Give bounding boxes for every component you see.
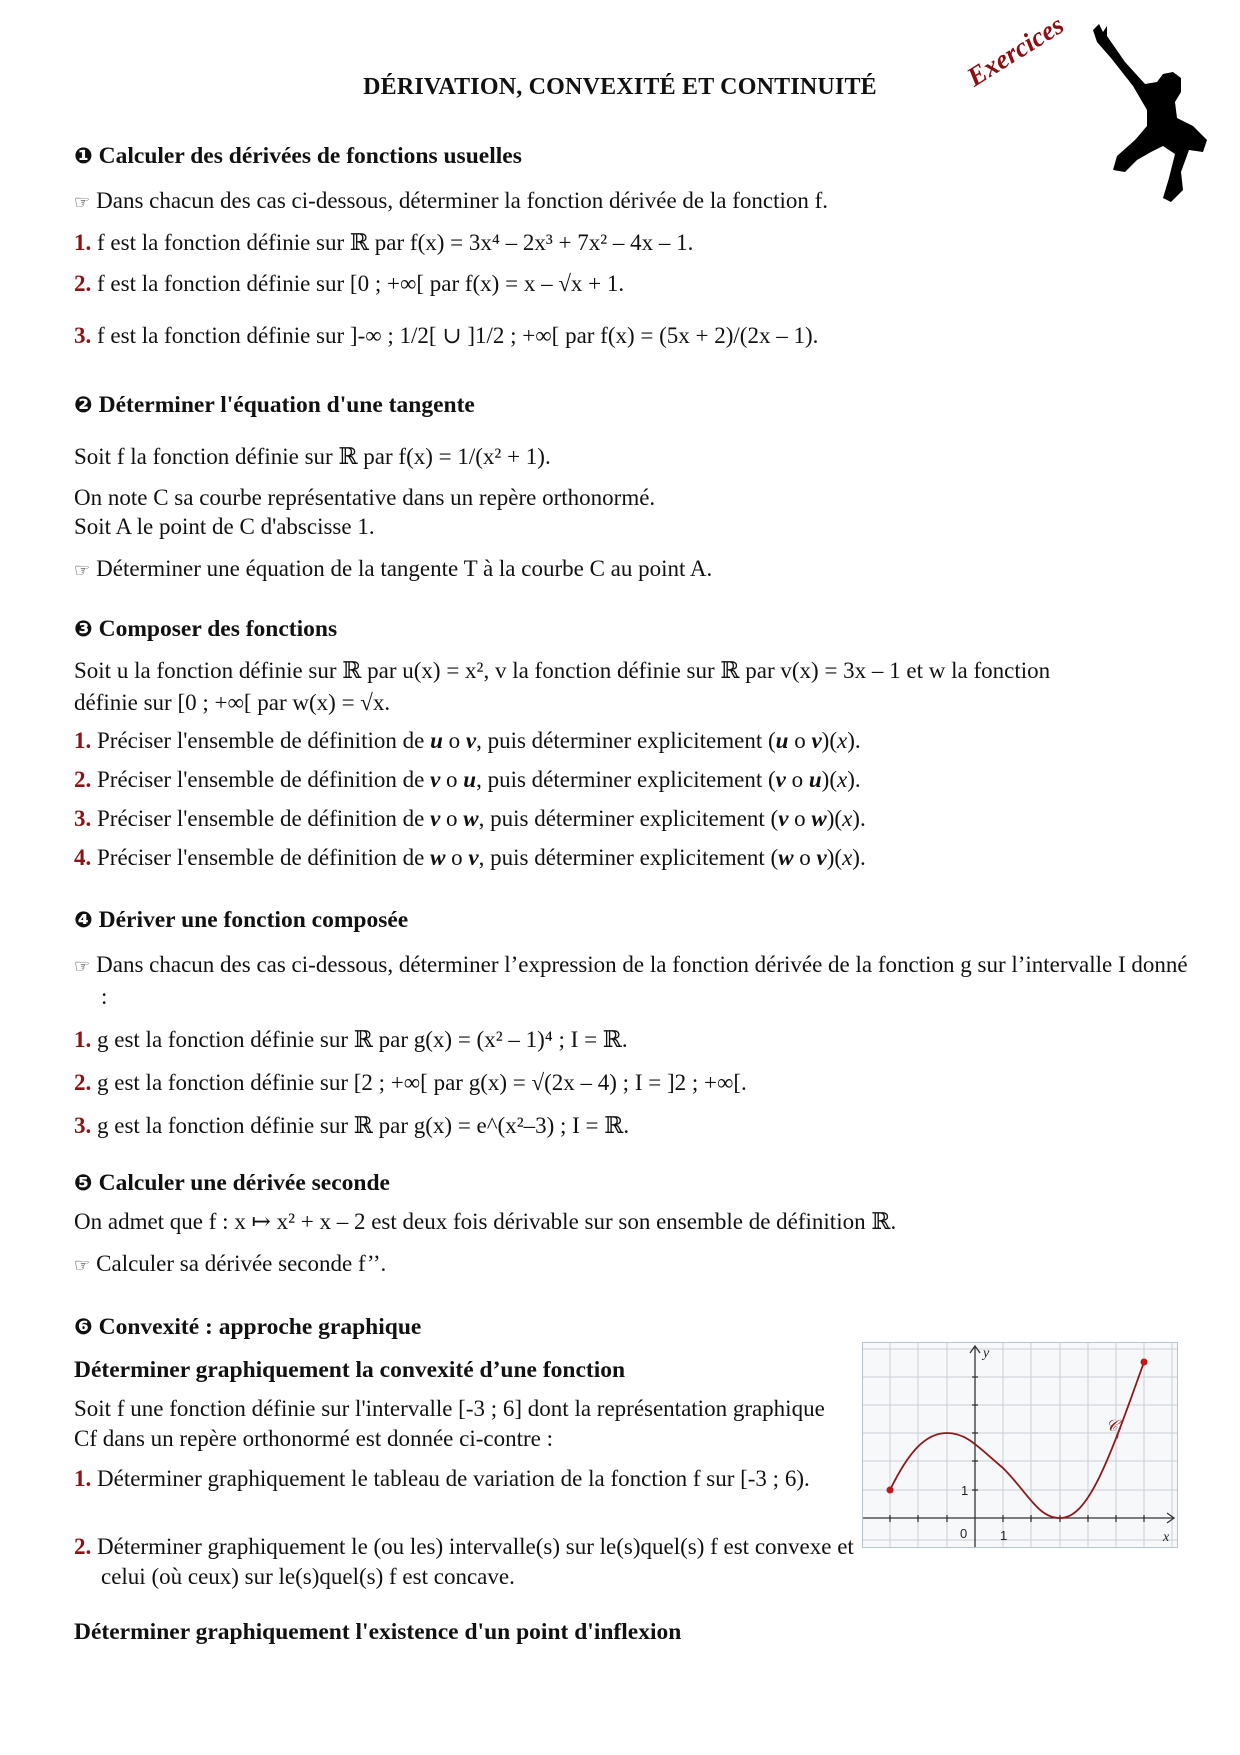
section-5-number-icon: ❺ (74, 1171, 93, 1196)
section-5-line: On admet que f : x ↦ x² + x – 2 est deux fois dérivable sur son ensemble de définition ℝ. (74, 1209, 897, 1234)
pointing-hand-icon: ☞ (74, 956, 91, 977)
section-3-heading: ❸ Composer des fonctions (74, 616, 338, 642)
section-1-item-1: 1. f est la fonction définie sur ℝ par f(x) = 3x⁴ – 2x³ + 7x² – 4x – 1. (74, 230, 694, 255)
section-1-instruction: ☞ Dans chacun des cas ci-dessous, déterminer la fonction dérivée de la fonction f. (74, 188, 829, 213)
origin-label: 0 (960, 1526, 968, 1541)
section-6-heading: ❻ Convexité : approche graphique (74, 1314, 422, 1340)
section-2-line-3: Soit A le point de C d'abscisse 1. (74, 514, 375, 539)
graph-canvas (863, 1343, 1177, 1547)
curve-end-point (1141, 1359, 1148, 1366)
curve-start-point (887, 1487, 894, 1494)
jumping-person-icon (1085, 22, 1210, 207)
section-3-item-1: 1. Préciser l'ensemble de définition de u o v, puis déterminer explicitement (u o v)(x). (74, 728, 861, 753)
section-6-item-1: 1. Déterminer graphiquement le tableau de variation de la fonction f sur [-3 ; 6). (74, 1466, 810, 1491)
page-title: DÉRIVATION, CONVEXITÉ ET CONTINUITÉ (363, 74, 877, 100)
section-4-heading: ❹ Dériver une fonction composée (74, 907, 409, 933)
section-4-item-3: 3. g est la fonction définie sur ℝ par g(x) = e^(x²–3) ; I = ℝ. (74, 1113, 630, 1138)
section-6-subtitle-2: Déterminer graphiquement l'existence d'un point d'inflexion (74, 1619, 682, 1645)
section-1-item-2: 2. f est la fonction définie sur [0 ; +∞[ par f(x) = x – √x + 1. (74, 271, 625, 296)
svg-text:f: f (1117, 1428, 1120, 1439)
section-2-line-1: Soit f la fonction définie sur ℝ par f(x) = 1/(x² + 1). (74, 444, 551, 469)
section-6-item-2: 2. Déterminer graphiquement le (ou les) intervalle(s) sur le(s)quel(s) f est convexe et celui (où ceux) sur le(s)quel(s) f est concave. (74, 1534, 854, 1589)
section-3-item-4: 4. Préciser l'ensemble de définition de w o v, puis déterminer explicitement (w o v)(x). (74, 845, 866, 870)
section-1-title: Calculer des dérivées de fonctions usuelles (98, 143, 522, 169)
pointing-hand-icon: ☞ (74, 192, 91, 213)
axes (863, 1346, 1174, 1547)
section-3-item-2: 2. Préciser l'ensemble de définition de v o u, puis déterminer explicitement (v o u)(x). (74, 767, 861, 792)
section-4-item-1: 1. g est la fonction définie sur ℝ par g(x) = (x² – 1)⁴ ; I = ℝ. (74, 1027, 628, 1052)
pointing-hand-icon: ☞ (74, 560, 91, 581)
x-axis-label: x (1163, 1530, 1170, 1545)
section-3-number-icon: ❸ (74, 617, 93, 642)
section-5-heading: ❺ Calculer une dérivée seconde (74, 1170, 390, 1196)
section-4-item-2: 2. g est la fonction définie sur [2 ; +∞[ par g(x) = √(2x – 4) ; I = ]2 ; +∞[. (74, 1070, 747, 1095)
curve-label: 𝒞 (1106, 1418, 1118, 1435)
section-4-number-icon: ❹ (74, 908, 93, 933)
section-2-heading: ❷ Déterminer l'équation d'une tangente (74, 392, 475, 418)
pointing-hand-icon: ☞ (74, 1255, 91, 1276)
x-tick-1-label: 1 (1000, 1528, 1008, 1543)
section-6-intro: Soit f une fonction définie sur l'intervalle [-3 ; 6] dont la représentation graphique Cf dans un repère orthonormé est donnée ci-contre : (74, 1396, 825, 1451)
section-3-intro: Soit u la fonction définie sur ℝ par u(x) = x², v la fonction définie sur ℝ par v(x) = 3x – 1 et w la fonction définie sur [0 ; +∞[ par w(x) = √x. (74, 658, 1051, 715)
function-graph (862, 1342, 1178, 1548)
section-1-item-3: 3. f est la fonction définie sur ]-∞ ; 1/2[ ∪ ]1/2 ; +∞[ par f(x) = (5x + 2)/(2x – 1). (74, 323, 819, 348)
function-curve (890, 1362, 1144, 1518)
section-1-heading (74, 142, 522, 171)
exercices-badge: Exercices (961, 9, 1070, 93)
y-axis-label: y (983, 1346, 990, 1361)
section-2-line-2: On note C sa courbe représentative dans un repère orthonormé. (74, 485, 656, 510)
section-2-number-icon: ❷ (74, 393, 93, 418)
section-5-instruction: ☞ Calculer sa dérivée seconde f’’. (74, 1251, 387, 1276)
section-1-number-icon: ❶ (74, 144, 93, 169)
y-tick-1-label: 1 (961, 1483, 969, 1498)
section-3-item-3: 3. Préciser l'ensemble de définition de v o w, puis déterminer explicitement (v o w)(x). (74, 806, 866, 831)
section-4-instruction: ☞ Dans chacun des cas ci-dessous, déterminer l’expression de la fonction dérivée de la fonction g sur l’intervalle I donné : (74, 952, 1188, 1009)
section-6-number-icon: ❻ (74, 1315, 93, 1340)
section-2-instruction: ☞ Déterminer une équation de la tangente T à la courbe C au point A. (74, 556, 713, 581)
section-6-subtitle: Déterminer graphiquement la convexité d’une fonction (74, 1357, 626, 1383)
